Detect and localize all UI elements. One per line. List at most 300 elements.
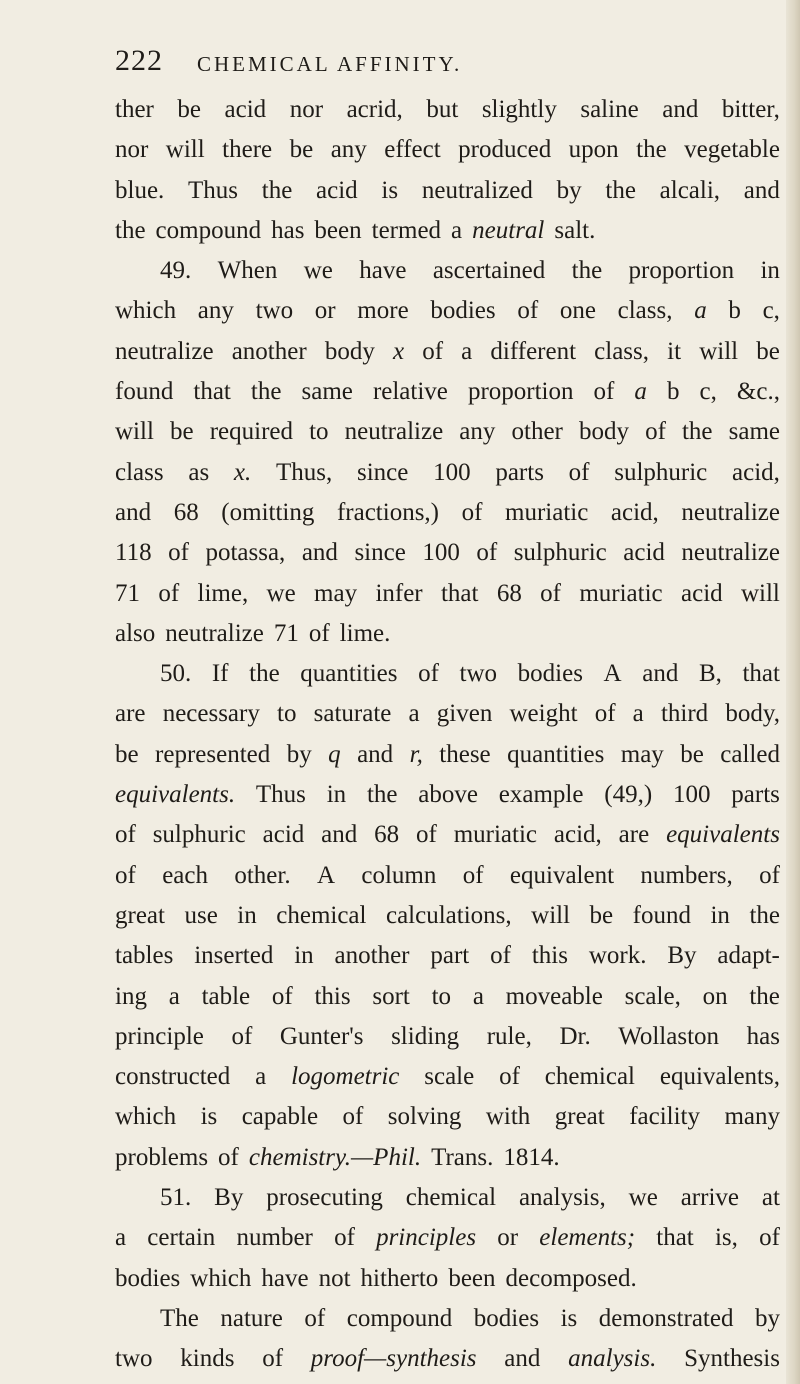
word: which [190,1264,252,1292]
word: to [431,982,452,1010]
word: 51. [160,1184,192,1212]
word: column [361,861,437,889]
word: any [330,136,367,164]
word: proportion [467,378,574,406]
word: the [636,136,667,164]
word: chemistry.—Phil. [248,1143,422,1171]
word: nature [220,1304,283,1332]
text-line [115,735,780,775]
word: be [589,901,614,929]
word: logometric [291,1063,400,1091]
word: fractions,) [336,498,439,526]
word: acid [681,579,723,607]
word: may [314,579,358,607]
word: alcali, [659,176,721,204]
word: be [115,740,139,768]
word: neutralize [681,539,780,567]
text-line [115,654,780,694]
word: nor [115,136,149,164]
text-line [115,896,780,936]
word: 1814. [503,1143,560,1171]
word: Gunter's [279,1022,364,1050]
word: be [177,96,202,123]
word: rule, [486,1022,532,1050]
word: which [115,297,177,325]
word: demonstrated [598,1304,734,1332]
word: body [324,337,375,365]
word: that [193,378,231,406]
word: equivalent [509,861,615,889]
word: relative [372,378,448,406]
word: third [660,700,709,728]
word: given [436,700,493,728]
word: of [476,539,498,567]
word: By [667,942,697,970]
word: parts [731,781,780,809]
word: two [459,660,498,688]
word: analysis. [568,1345,657,1373]
word: that [742,660,780,688]
word: quantities [300,660,398,688]
word: of [168,539,189,567]
word: acrid, [346,96,403,123]
body-text [115,90,780,1380]
text-line [115,171,780,211]
word: a [408,700,420,728]
word: b [666,378,680,406]
text-line [115,1138,780,1178]
word: be [756,337,780,365]
word: 100 [433,458,471,486]
word: solving [387,1103,462,1131]
word: Thus, [276,458,333,486]
text-line [115,977,780,1017]
word: and [357,740,394,768]
word: may [620,740,664,768]
word: muriatic [579,579,663,607]
word: ther [115,96,154,123]
word: a [115,1224,127,1252]
word: r, [409,740,423,768]
word: termed [371,216,442,244]
word: sulphuric [513,539,607,567]
text-line [115,493,780,533]
page-header [115,44,725,84]
word: part [430,942,470,970]
text-line [115,1178,780,1218]
word: two [115,1345,153,1373]
word: inserted [194,942,274,970]
word: adapt- [717,942,780,970]
word: of [342,1103,364,1131]
word: When [217,257,278,285]
word: Trans. [431,1143,494,1171]
word: 71 [273,619,299,647]
word: a [168,982,180,1010]
word: and [301,539,338,567]
word: in [760,257,780,285]
word: certain [147,1224,216,1252]
word: parts [495,458,544,486]
word: Synthesis [684,1345,780,1373]
word: proof—synthesis [310,1345,477,1373]
word: which [115,1103,177,1131]
word: elements; [539,1224,636,1252]
word: 68 [374,821,400,849]
word: the [571,257,603,285]
word: 68 [496,579,522,607]
word: neutralize [344,418,444,446]
word: By [214,1184,244,1212]
word: on [702,982,728,1010]
word: sulphuric [614,458,708,486]
word: will [740,579,780,607]
word: numbers, [640,861,733,889]
text-line [115,1259,780,1299]
word: body [578,418,629,446]
word: of [499,1063,520,1091]
text-line [115,694,780,734]
word: bitter, [721,96,780,123]
word: any [459,418,496,446]
word: the [261,176,293,204]
word: If [211,660,229,688]
word: of [594,700,616,728]
word: called [720,740,780,768]
word: or [497,1224,519,1252]
word: example [498,781,584,809]
word: weight [509,700,578,728]
word: of [593,378,615,406]
word: the [249,660,280,688]
word: many [724,1103,780,1131]
word: this [531,942,568,970]
word: the [605,176,636,204]
word: represented [155,740,271,768]
word: principle [115,1022,204,1050]
word: A [316,861,336,889]
word: The [160,1304,199,1332]
word: of [308,619,330,647]
word: bodies [430,297,496,325]
word: scale, [624,982,681,1010]
word: same [728,418,780,446]
word: tables [115,942,174,970]
word: equivalents, [659,1063,780,1091]
word: and [321,821,358,849]
word: proportion [628,257,735,285]
word: the [366,781,398,809]
word: with [485,1103,531,1131]
word: will [165,136,205,164]
word: 50. [160,660,192,688]
word: be [289,136,314,164]
text-line [115,211,780,251]
word: neutralized [421,176,533,204]
word: slightly [481,96,557,123]
word: of [304,1304,326,1332]
word: but [426,96,459,123]
text-line [115,856,780,896]
word: that [656,1224,694,1252]
word: each [162,861,208,889]
word: more [357,297,409,325]
word: blue. [115,176,165,204]
word: chemical [276,901,367,929]
word: be [170,418,194,446]
word: not [318,1264,351,1292]
word: since [354,539,406,567]
word: of [517,297,539,325]
word: another [334,942,410,970]
word: of [490,942,511,970]
word: that [440,579,479,607]
word: we [628,1184,658,1212]
text-line [115,130,780,170]
word: it [667,337,682,365]
word: 49. [160,257,192,285]
word: b [728,297,741,325]
word: infer [375,579,423,607]
word: is [381,176,399,204]
word: of [158,579,180,607]
word: of [231,1022,253,1050]
word: has [746,1022,780,1050]
word: two [255,297,294,325]
text-line [115,1299,780,1339]
word: body, [725,700,780,728]
word: of [334,1224,355,1252]
word: &c., [736,378,780,406]
word: equivalents [666,821,780,849]
word: problems [115,1143,209,1171]
word: been [448,1264,496,1292]
word: this [314,982,351,1010]
word: A [603,660,622,688]
word: neutralize [165,619,264,647]
word: of [416,821,437,849]
word: compound [346,1304,453,1332]
word: Thus [255,781,306,809]
word: of [540,579,561,607]
word: or [314,297,336,325]
word: effect [384,136,441,164]
word: c, [699,378,717,406]
text-line [115,775,780,815]
word: vegetable [684,136,780,164]
word: the [250,378,282,406]
word: the [681,418,713,446]
word: is [560,1304,578,1332]
word: of [568,458,590,486]
word: muriatic [453,821,538,849]
word: found [115,378,174,406]
word: neutralize [115,337,214,365]
word: in [326,781,347,809]
word: and [115,498,152,526]
word: 100 [422,539,460,567]
word: muriatic [505,498,589,526]
word: analysis, [518,1184,606,1212]
word: kinds [180,1345,235,1373]
word: lime, [197,579,249,607]
text-line [115,291,780,331]
word: saturate [313,700,392,728]
word: the [115,216,146,244]
text-line [115,533,780,573]
word: sulphuric [152,821,246,849]
word: by [556,176,582,204]
word: found [632,901,691,929]
word: is [200,1103,218,1131]
text-line [115,1097,780,1137]
word: in [237,901,257,929]
word: lime. [339,619,391,647]
word: c, [762,297,780,325]
word: potassa, [205,539,286,567]
word: have [359,257,407,285]
word: is, [714,1224,738,1252]
word: q [328,740,341,768]
word: arrive [680,1184,739,1212]
word: compound [155,216,262,244]
word: a [461,337,473,365]
word: neutral [472,216,545,244]
word: nor [289,96,324,123]
word: equivalents. [115,781,236,809]
word: a [255,1063,267,1091]
word: of [461,498,483,526]
word: of [418,660,439,688]
word: number [236,1224,313,1252]
word: required [209,418,293,446]
word: quantities [507,740,605,768]
word: x. [233,458,252,486]
word: be [680,740,704,768]
word: class [115,458,164,486]
text-line [115,1017,780,1057]
word: great [115,901,165,929]
word: other [511,418,563,446]
word: (omitting [221,498,315,526]
word: in [294,942,314,970]
word: great [554,1103,605,1131]
text-line [115,332,780,372]
word: class, [617,297,673,325]
word: calculations, [385,901,512,929]
text-line [115,1218,780,1258]
word: acid [623,539,665,567]
word: 71 [115,579,140,607]
word: upon [568,136,619,164]
word: to [309,418,329,446]
word: different [490,337,577,365]
word: principles [376,1224,477,1252]
word: of [262,1345,284,1373]
word: by [754,1304,780,1332]
word: a [472,982,484,1010]
word: of [645,418,666,446]
word: saline [580,96,639,123]
text-line [115,372,780,412]
word: and [662,96,699,123]
word: will [115,418,154,446]
word: a [694,297,707,325]
word: acid, [610,498,659,526]
word: these [439,740,491,768]
text-line [115,453,780,493]
word: use [184,901,218,929]
word: sort [372,982,410,1010]
text-line [115,614,780,654]
word: chemical [405,1184,497,1212]
word: hitherto [360,1264,439,1292]
word: have [261,1264,309,1292]
word: other. [234,861,291,889]
word: a [451,216,463,244]
word: prosecuting [266,1184,383,1212]
word: acid [262,821,305,849]
word: facility [629,1103,700,1131]
word: B, [698,660,722,688]
word: one [559,297,596,325]
text-line [115,90,780,130]
word: to [277,700,297,728]
word: in [710,901,730,929]
word: of [271,982,293,1010]
word: acid, [732,458,780,486]
word: and [743,176,780,204]
word: of [422,337,444,365]
word: 100 [672,781,711,809]
word: will [699,337,739,365]
word: we [266,579,296,607]
text-line [115,936,780,976]
word: ing [115,982,147,1010]
word: above [418,781,478,809]
word: by [286,740,312,768]
word: of [462,861,484,889]
word: sliding [391,1022,460,1050]
word: constructed [115,1063,231,1091]
word: are [618,821,650,849]
running-head: CHEMICAL AFFINITY. [197,52,463,76]
word: a [632,700,644,728]
word: since [356,458,409,486]
word: table [201,982,251,1010]
word: decomposed. [505,1264,637,1292]
word: acid, [553,821,602,849]
word: of [115,861,136,889]
word: of [218,1143,239,1171]
word: produced [458,136,552,164]
word: Thus [188,176,239,204]
text-line [115,251,780,291]
word: are [115,700,146,728]
word: class, [594,337,650,365]
text-line [115,1057,780,1097]
word: 118 [115,539,152,567]
word: also [115,619,156,647]
text-line [115,815,780,855]
word: acid [224,96,267,123]
word: moveable [505,982,603,1010]
word: of [759,1224,780,1252]
word: been [314,216,362,244]
page-edge [786,0,800,1384]
word: will [531,901,571,929]
word: scale [424,1063,475,1091]
